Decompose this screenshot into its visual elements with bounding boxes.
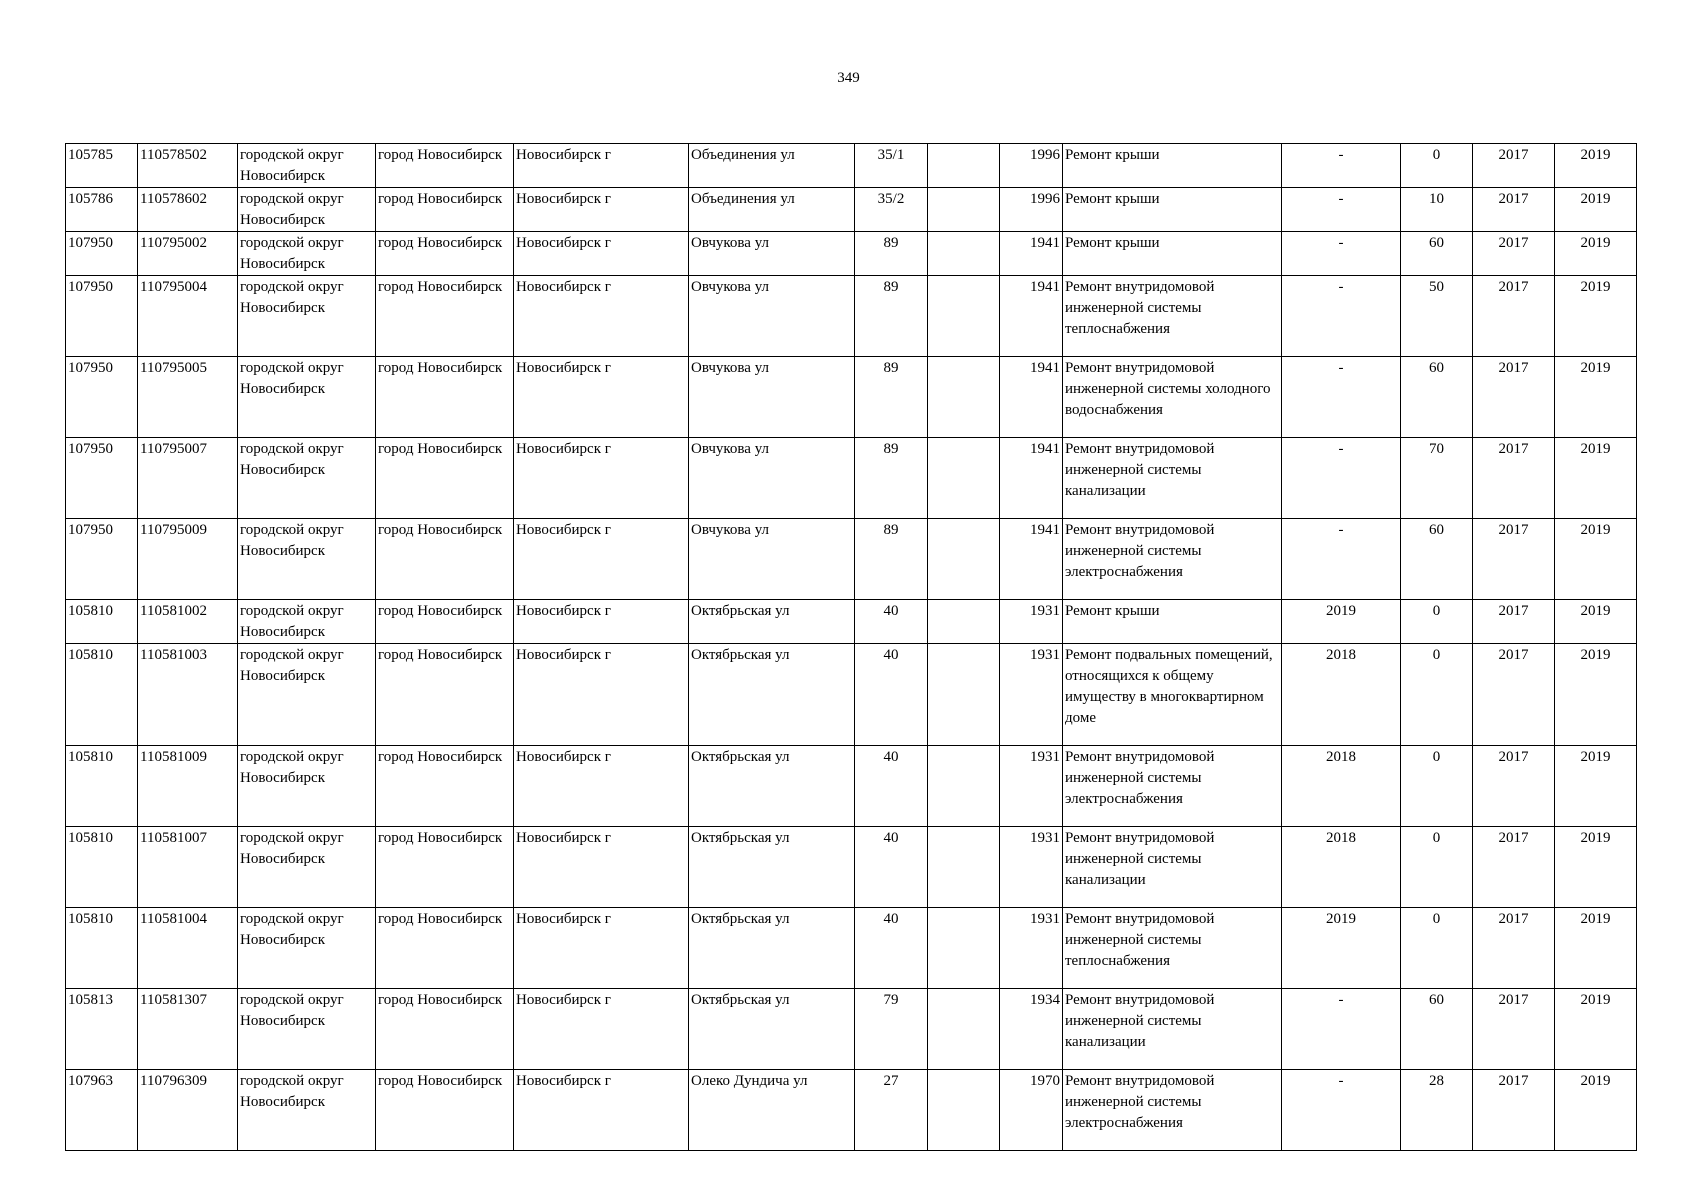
wear-percent-cell: 60 <box>1401 357 1473 438</box>
period-end-cell: 2019 <box>1555 746 1637 827</box>
settlement-cell: город Новосибирск <box>376 144 514 188</box>
period-start-cell: 2017 <box>1473 989 1555 1070</box>
period-start-cell: 2017 <box>1473 188 1555 232</box>
table-row <box>66 746 1637 827</box>
wear-percent-cell: 0 <box>1401 600 1473 644</box>
planned-year-cell: 2019 <box>1282 600 1401 644</box>
house-id-cell: 105810 <box>66 746 138 827</box>
municipal-district-cell: городской округ Новосибирск <box>238 232 376 276</box>
house-number-cell: 35/1 <box>855 144 928 188</box>
construction-year-cell: 1996 <box>1000 188 1063 232</box>
street-cell: Октябрьская ул <box>689 827 855 908</box>
period-end-cell: 2019 <box>1555 989 1637 1070</box>
house-number-cell: 79 <box>855 989 928 1070</box>
work-id-cell: 110578602 <box>138 188 238 232</box>
period-end-cell: 2019 <box>1555 188 1637 232</box>
building-cell <box>928 989 1000 1070</box>
building-cell <box>928 908 1000 989</box>
planned-year-cell: 2019 <box>1282 908 1401 989</box>
house-number-cell: 40 <box>855 746 928 827</box>
house-number-cell: 89 <box>855 438 928 519</box>
house-number-cell: 40 <box>855 600 928 644</box>
period-end-cell: 2019 <box>1555 827 1637 908</box>
work-type-cell: Ремонт крыши <box>1063 188 1282 232</box>
wear-percent-cell: 0 <box>1401 144 1473 188</box>
work-id-cell: 110795007 <box>138 438 238 519</box>
street-cell: Октябрьская ул <box>689 644 855 746</box>
house-number-cell: 40 <box>855 644 928 746</box>
period-start-cell: 2017 <box>1473 908 1555 989</box>
house-id-cell: 107950 <box>66 519 138 600</box>
period-start-cell: 2017 <box>1473 438 1555 519</box>
settlement-cell: город Новосибирск <box>376 827 514 908</box>
period-end-cell: 2019 <box>1555 232 1637 276</box>
work-type-cell: Ремонт внутридомовой инженерной системы канализации <box>1063 827 1282 908</box>
period-start-cell: 2017 <box>1473 827 1555 908</box>
construction-year-cell: 1941 <box>1000 276 1063 357</box>
period-end-cell: 2019 <box>1555 357 1637 438</box>
period-end-cell: 2019 <box>1555 276 1637 357</box>
repair-register-table <box>65 143 1637 1151</box>
wear-percent-cell: 0 <box>1401 827 1473 908</box>
table-row <box>66 600 1637 644</box>
locality-cell: Новосибирск г <box>514 438 689 519</box>
wear-percent-cell: 60 <box>1401 989 1473 1070</box>
house-id-cell: 105810 <box>66 908 138 989</box>
construction-year-cell: 1931 <box>1000 908 1063 989</box>
municipal-district-cell: городской округ Новосибирск <box>238 357 376 438</box>
municipal-district-cell: городской округ Новосибирск <box>238 276 376 357</box>
work-id-cell: 110581004 <box>138 908 238 989</box>
settlement-cell: город Новосибирск <box>376 232 514 276</box>
construction-year-cell: 1941 <box>1000 519 1063 600</box>
work-id-cell: 110795004 <box>138 276 238 357</box>
settlement-cell: город Новосибирск <box>376 989 514 1070</box>
wear-percent-cell: 60 <box>1401 232 1473 276</box>
work-type-cell: Ремонт внутридомовой инженерной системы теплоснабжения <box>1063 276 1282 357</box>
work-id-cell: 110581009 <box>138 746 238 827</box>
street-cell: Объединения ул <box>689 144 855 188</box>
house-id-cell: 105810 <box>66 827 138 908</box>
planned-year-cell: - <box>1282 989 1401 1070</box>
planned-year-cell: 2018 <box>1282 644 1401 746</box>
period-start-cell: 2017 <box>1473 144 1555 188</box>
work-type-cell: Ремонт внутридомовой инженерной системы канализации <box>1063 989 1282 1070</box>
table-row <box>66 438 1637 519</box>
work-type-cell: Ремонт внутридомовой инженерной системы теплоснабжения <box>1063 908 1282 989</box>
work-id-cell: 110795005 <box>138 357 238 438</box>
work-id-cell: 110795009 <box>138 519 238 600</box>
street-cell: Овчукова ул <box>689 357 855 438</box>
period-end-cell: 2019 <box>1555 644 1637 746</box>
planned-year-cell: - <box>1282 144 1401 188</box>
planned-year-cell: - <box>1282 232 1401 276</box>
locality-cell: Новосибирск г <box>514 908 689 989</box>
locality-cell: Новосибирск г <box>514 144 689 188</box>
wear-percent-cell: 28 <box>1401 1070 1473 1151</box>
period-end-cell: 2019 <box>1555 144 1637 188</box>
settlement-cell: город Новосибирск <box>376 908 514 989</box>
table-row <box>66 908 1637 989</box>
locality-cell: Новосибирск г <box>514 1070 689 1151</box>
street-cell: Объединения ул <box>689 188 855 232</box>
street-cell: Октябрьская ул <box>689 600 855 644</box>
work-type-cell: Ремонт крыши <box>1063 600 1282 644</box>
building-cell <box>928 276 1000 357</box>
wear-percent-cell: 0 <box>1401 644 1473 746</box>
building-cell <box>928 519 1000 600</box>
house-number-cell: 89 <box>855 276 928 357</box>
settlement-cell: город Новосибирск <box>376 276 514 357</box>
street-cell: Октябрьская ул <box>689 746 855 827</box>
street-cell: Овчукова ул <box>689 519 855 600</box>
table-row <box>66 989 1637 1070</box>
work-type-cell: Ремонт подвальных помещений, относящихся к общему имуществу в многоквартирном доме <box>1063 644 1282 746</box>
building-cell <box>928 188 1000 232</box>
settlement-cell: город Новосибирск <box>376 644 514 746</box>
municipal-district-cell: городской округ Новосибирск <box>238 519 376 600</box>
house-id-cell: 107950 <box>66 438 138 519</box>
period-start-cell: 2017 <box>1473 600 1555 644</box>
planned-year-cell: - <box>1282 438 1401 519</box>
wear-percent-cell: 0 <box>1401 908 1473 989</box>
period-end-cell: 2019 <box>1555 908 1637 989</box>
construction-year-cell: 1931 <box>1000 827 1063 908</box>
page-number: 349 <box>837 70 860 86</box>
planned-year-cell: - <box>1282 188 1401 232</box>
house-id-cell: 105785 <box>66 144 138 188</box>
work-id-cell: 110795002 <box>138 232 238 276</box>
house-id-cell: 107950 <box>66 276 138 357</box>
wear-percent-cell: 50 <box>1401 276 1473 357</box>
house-number-cell: 89 <box>855 232 928 276</box>
period-start-cell: 2017 <box>1473 644 1555 746</box>
table-row <box>66 276 1637 357</box>
work-id-cell: 110581003 <box>138 644 238 746</box>
municipal-district-cell: городской округ Новосибирск <box>238 1070 376 1151</box>
house-number-cell: 40 <box>855 827 928 908</box>
construction-year-cell: 1970 <box>1000 1070 1063 1151</box>
settlement-cell: город Новосибирск <box>376 357 514 438</box>
street-cell: Октябрьская ул <box>689 908 855 989</box>
locality-cell: Новосибирск г <box>514 188 689 232</box>
locality-cell: Новосибирск г <box>514 746 689 827</box>
municipal-district-cell: городской округ Новосибирск <box>238 644 376 746</box>
house-number-cell: 89 <box>855 519 928 600</box>
table-row <box>66 232 1637 276</box>
house-id-cell: 105813 <box>66 989 138 1070</box>
work-type-cell: Ремонт внутридомовой инженерной системы электроснабжения <box>1063 1070 1282 1151</box>
settlement-cell: город Новосибирск <box>376 746 514 827</box>
work-type-cell: Ремонт внутридомовой инженерной системы холодного водоснабжения <box>1063 357 1282 438</box>
period-start-cell: 2017 <box>1473 232 1555 276</box>
planned-year-cell: - <box>1282 519 1401 600</box>
work-type-cell: Ремонт внутридомовой инженерной системы электроснабжения <box>1063 519 1282 600</box>
construction-year-cell: 1931 <box>1000 600 1063 644</box>
settlement-cell: город Новосибирск <box>376 1070 514 1151</box>
municipal-district-cell: городской округ Новосибирск <box>238 188 376 232</box>
locality-cell: Новосибирск г <box>514 357 689 438</box>
settlement-cell: город Новосибирск <box>376 188 514 232</box>
municipal-district-cell: городской округ Новосибирск <box>238 746 376 827</box>
locality-cell: Новосибирск г <box>514 276 689 357</box>
period-start-cell: 2017 <box>1473 519 1555 600</box>
municipal-district-cell: городской округ Новосибирск <box>238 827 376 908</box>
house-number-cell: 35/2 <box>855 188 928 232</box>
building-cell <box>928 357 1000 438</box>
construction-year-cell: 1941 <box>1000 357 1063 438</box>
municipal-district-cell: городской округ Новосибирск <box>238 989 376 1070</box>
period-start-cell: 2017 <box>1473 276 1555 357</box>
building-cell <box>928 232 1000 276</box>
table-row <box>66 144 1637 188</box>
locality-cell: Новосибирск г <box>514 989 689 1070</box>
house-number-cell: 27 <box>855 1070 928 1151</box>
locality-cell: Новосибирск г <box>514 600 689 644</box>
street-cell: Октябрьская ул <box>689 989 855 1070</box>
period-start-cell: 2017 <box>1473 746 1555 827</box>
work-type-cell: Ремонт крыши <box>1063 144 1282 188</box>
period-end-cell: 2019 <box>1555 438 1637 519</box>
construction-year-cell: 1941 <box>1000 232 1063 276</box>
municipal-district-cell: городской округ Новосибирск <box>238 908 376 989</box>
locality-cell: Новосибирск г <box>514 644 689 746</box>
work-id-cell: 110796309 <box>138 1070 238 1151</box>
work-type-cell: Ремонт крыши <box>1063 232 1282 276</box>
table-row <box>66 357 1637 438</box>
house-id-cell: 105810 <box>66 644 138 746</box>
street-cell: Овчукова ул <box>689 232 855 276</box>
table-row <box>66 827 1637 908</box>
planned-year-cell: - <box>1282 276 1401 357</box>
house-id-cell: 107950 <box>66 357 138 438</box>
house-id-cell: 105810 <box>66 600 138 644</box>
construction-year-cell: 1996 <box>1000 144 1063 188</box>
street-cell: Овчукова ул <box>689 438 855 519</box>
building-cell <box>928 600 1000 644</box>
building-cell <box>928 1070 1000 1151</box>
construction-year-cell: 1931 <box>1000 746 1063 827</box>
building-cell <box>928 438 1000 519</box>
street-cell: Овчукова ул <box>689 276 855 357</box>
planned-year-cell: 2018 <box>1282 746 1401 827</box>
settlement-cell: город Новосибирск <box>376 438 514 519</box>
locality-cell: Новосибирск г <box>514 232 689 276</box>
table-row <box>66 644 1637 746</box>
construction-year-cell: 1941 <box>1000 438 1063 519</box>
settlement-cell: город Новосибирск <box>376 600 514 644</box>
house-id-cell: 107963 <box>66 1070 138 1151</box>
planned-year-cell: - <box>1282 357 1401 438</box>
street-cell: Олеко Дундича ул <box>689 1070 855 1151</box>
municipal-district-cell: городской округ Новосибирск <box>238 144 376 188</box>
planned-year-cell: - <box>1282 1070 1401 1151</box>
municipal-district-cell: городской округ Новосибирск <box>238 600 376 644</box>
house-number-cell: 40 <box>855 908 928 989</box>
period-start-cell: 2017 <box>1473 1070 1555 1151</box>
wear-percent-cell: 60 <box>1401 519 1473 600</box>
work-type-cell: Ремонт внутридомовой инженерной системы электроснабжения <box>1063 746 1282 827</box>
locality-cell: Новосибирск г <box>514 827 689 908</box>
settlement-cell: город Новосибирск <box>376 519 514 600</box>
period-start-cell: 2017 <box>1473 357 1555 438</box>
wear-percent-cell: 70 <box>1401 438 1473 519</box>
period-end-cell: 2019 <box>1555 600 1637 644</box>
building-cell <box>928 827 1000 908</box>
work-id-cell: 110578502 <box>138 144 238 188</box>
building-cell <box>928 144 1000 188</box>
period-end-cell: 2019 <box>1555 1070 1637 1151</box>
table-row <box>66 188 1637 232</box>
table-row <box>66 519 1637 600</box>
period-end-cell: 2019 <box>1555 519 1637 600</box>
building-cell <box>928 644 1000 746</box>
work-id-cell: 110581307 <box>138 989 238 1070</box>
wear-percent-cell: 10 <box>1401 188 1473 232</box>
house-id-cell: 105786 <box>66 188 138 232</box>
construction-year-cell: 1934 <box>1000 989 1063 1070</box>
building-cell <box>928 746 1000 827</box>
work-id-cell: 110581002 <box>138 600 238 644</box>
construction-year-cell: 1931 <box>1000 644 1063 746</box>
house-number-cell: 89 <box>855 357 928 438</box>
house-id-cell: 107950 <box>66 232 138 276</box>
municipal-district-cell: городской округ Новосибирск <box>238 438 376 519</box>
table-row <box>66 1070 1637 1151</box>
work-type-cell: Ремонт внутридомовой инженерной системы канализации <box>1063 438 1282 519</box>
wear-percent-cell: 0 <box>1401 746 1473 827</box>
work-id-cell: 110581007 <box>138 827 238 908</box>
locality-cell: Новосибирск г <box>514 519 689 600</box>
planned-year-cell: 2018 <box>1282 827 1401 908</box>
